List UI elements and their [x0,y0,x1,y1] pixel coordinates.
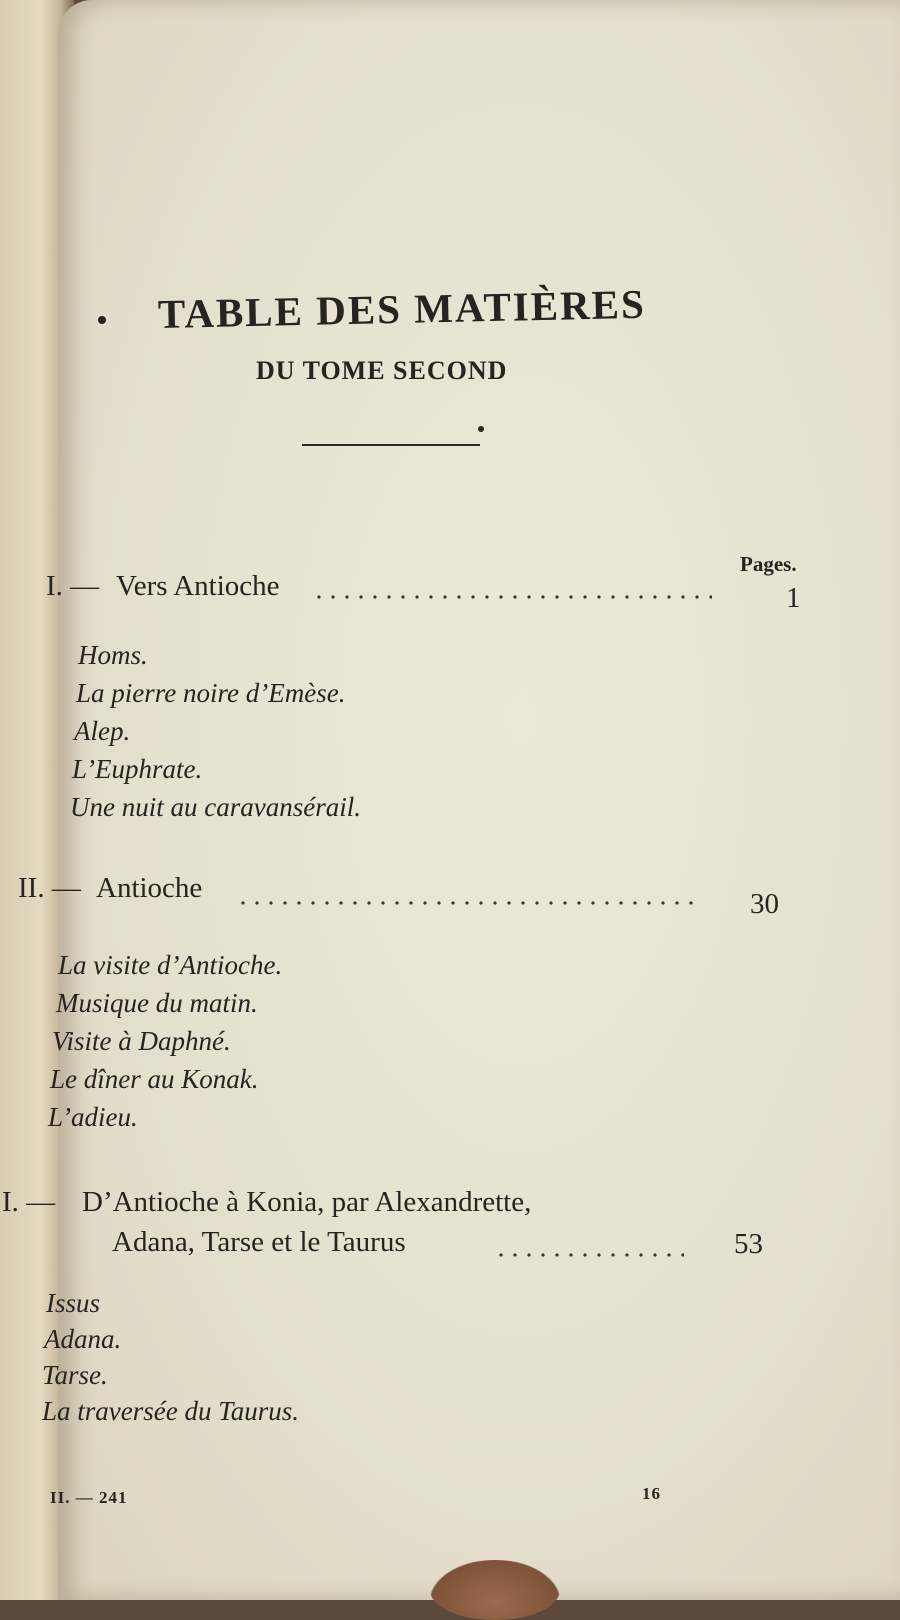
title-rule [302,444,480,446]
sheet-number: 16 [642,1484,661,1503]
page-subtitle: DU TOME SECOND [256,356,508,385]
dot-leader [312,592,712,602]
section-item: La traversée du Taurus. [42,1396,300,1426]
page-title: TABLE DES MATIÈRES [157,280,647,337]
section-item: La visite d’Antioche. [58,950,283,980]
pages-column-label: Pages. [740,552,797,576]
section-item: L’adieu. [48,1102,138,1132]
chapter-number: I. — [2,1186,56,1218]
section-item: Alep. [74,716,131,746]
section-item: L’Euphrate. [72,754,203,784]
signature-mark: II. — 241 [50,1488,128,1507]
chapter-title: Antioche [96,872,203,904]
page-number: 53 [734,1228,763,1260]
page-number: 1 [786,582,801,614]
section-item: Tarse. [42,1360,108,1390]
section-item: Homs. [78,640,148,670]
chapter-number: II. — [18,872,81,904]
section-item: Visite à Daphné. [52,1026,231,1056]
section-item: Issus [46,1288,101,1318]
dot-leader [236,898,696,908]
thumb [430,1560,560,1620]
section-item: Une nuit au caravansérail. [70,792,361,822]
dot-leader [494,1250,684,1260]
section-item: Musique du matin. [56,988,258,1018]
ink-dot [98,316,106,324]
chapter-title: Vers Antioche [116,570,280,602]
section-item: Le dîner au Konak. [50,1064,259,1094]
rule-dot [478,426,484,432]
page-number: 30 [750,888,779,920]
section-item: La pierre noire d’Emèse. [76,678,346,708]
chapter-title-line-1: D’Antioche à Konia, par Alexandrette, [82,1186,532,1218]
chapter-number: I. — [46,570,100,602]
section-item: Adana. [44,1324,122,1354]
chapter-title-line-2: Adana, Tarse et le Taurus [112,1226,406,1258]
